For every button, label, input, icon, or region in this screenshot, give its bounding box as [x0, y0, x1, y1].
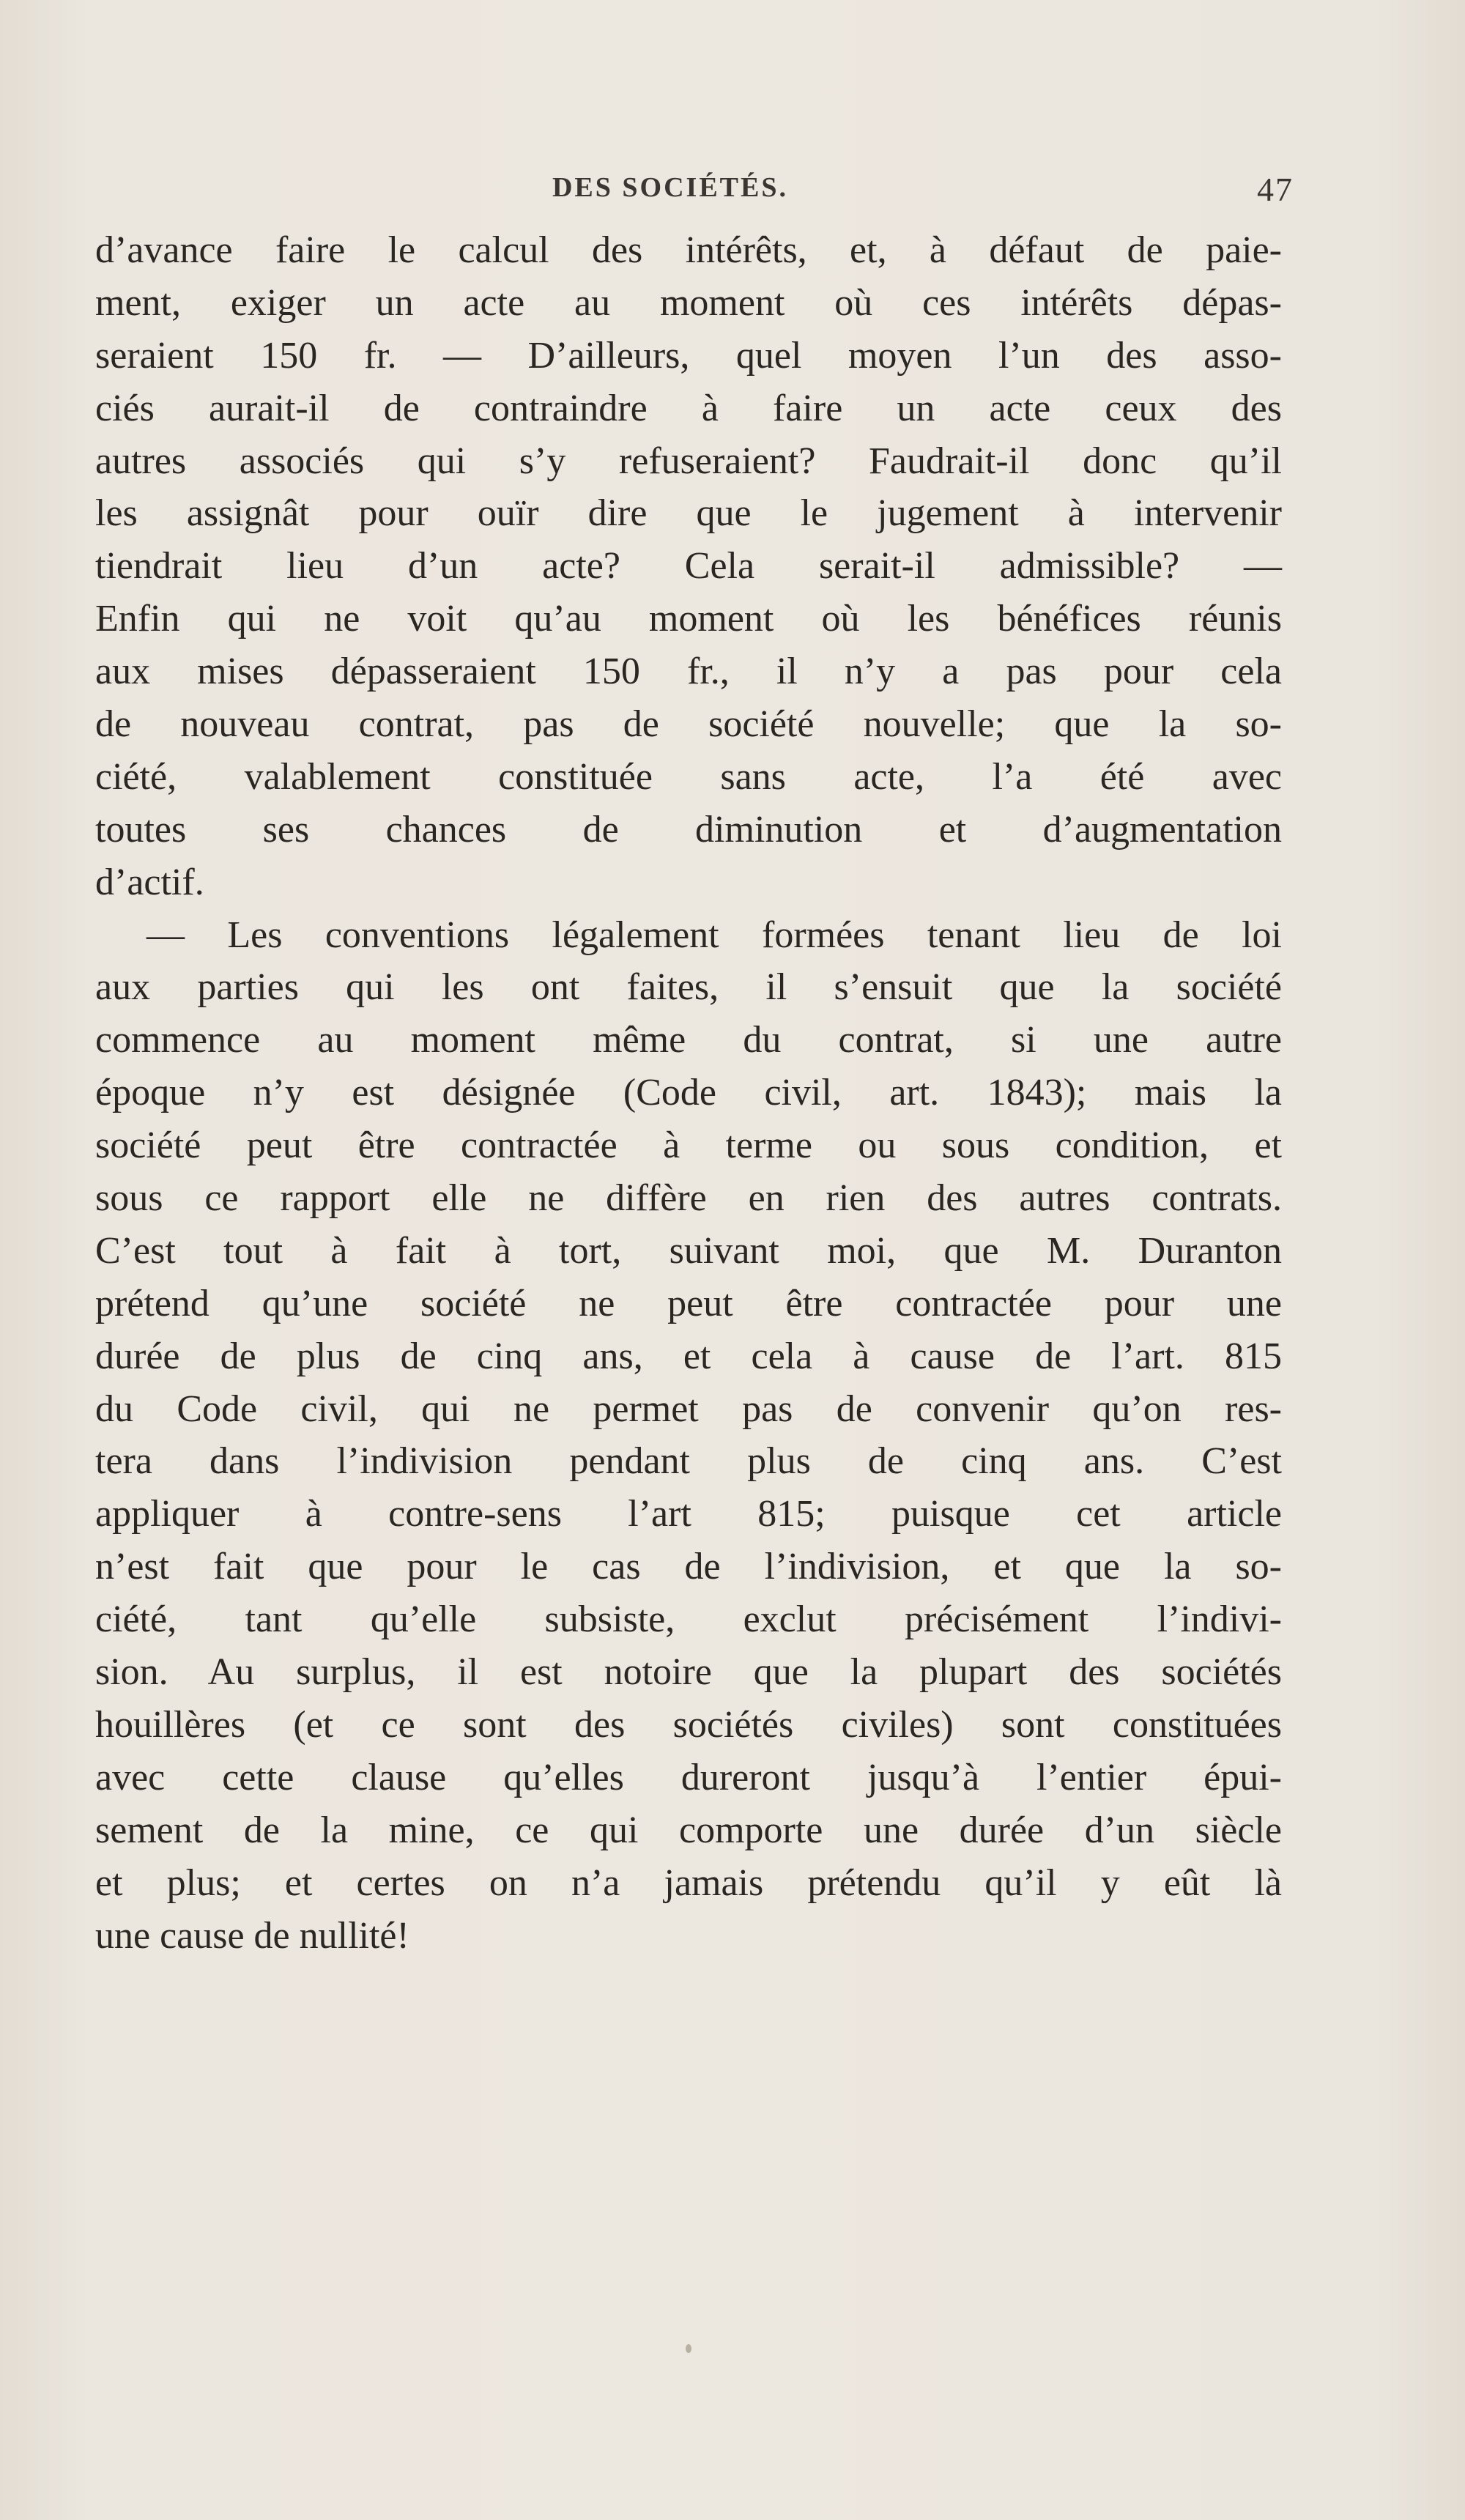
- text-line: commence au moment même du contrat, si une autre: [95, 1019, 1282, 1061]
- text-line: sous ce rapport elle ne diffère en rien des autres contrats.: [95, 1177, 1282, 1220]
- text-line: sion. Au surplus, il est notoire que la plupart des sociétés: [95, 1651, 1282, 1694]
- running-head: [0, 166, 1465, 210]
- paragraph-end-line: une cause de nullité!: [95, 1914, 409, 1957]
- paper-speck: [686, 2344, 691, 2353]
- text-line: les assignât pour ouïr dire que le jugement à intervenir: [95, 492, 1282, 535]
- text-line: aux mises dépasseraient 150 fr., il n’y a pas pour cela: [95, 651, 1282, 693]
- text-line: aux parties qui les ont faites, il s’ensuit que la société: [95, 966, 1282, 1009]
- text-line: prétend qu’une société ne peut être contractée pour une: [95, 1282, 1282, 1324]
- text-line: seraient 150 fr. — D’ailleurs, quel moyen l’un des asso-: [95, 334, 1282, 377]
- text-line: tera dans l’indivision pendant plus de cinq ans. C’est: [95, 1440, 1282, 1483]
- text-line: époque n’y est désignée (Code civil, art. 1843); mais la: [95, 1072, 1282, 1114]
- text-line: d’avance faire le calcul des intérêts, et, à défaut de paie-: [95, 229, 1282, 271]
- body-text: [95, 224, 1282, 1962]
- text-line: de nouveau contrat, pas de société nouvelle; que la so-: [95, 703, 1282, 746]
- text-line: et plus; et certes on n’a jamais prétendu qu’il y eût là: [95, 1861, 1282, 1904]
- text-line: Enfin qui ne voit qu’au moment où les bénéfices réunis: [95, 598, 1282, 640]
- running-title: DES SOCIÉTÉS.: [552, 172, 788, 203]
- text-line: ciété, valablement constituée sans acte, l’a été avec: [95, 755, 1282, 798]
- paragraph-end-line: d’actif.: [95, 861, 204, 903]
- text-line: toutes ses chances de diminution et d’augmentation: [95, 808, 1282, 850]
- text-line: n’est fait que pour le cas de l’indivision, et que la so-: [95, 1546, 1282, 1588]
- text-line: sement de la mine, ce qui comporte une durée d’un siècle: [95, 1809, 1282, 1851]
- text-line: appliquer à contre-sens l’art 815; puisque cet article: [95, 1493, 1282, 1535]
- text-line: société peut être contractée à terme ou sous condition, et: [95, 1124, 1282, 1167]
- text-line: houillères (et ce sont des sociétés civiles) sont constituées: [95, 1703, 1282, 1746]
- text-line: ciés aurait-il de contraindre à faire un acte ceux des: [95, 387, 1282, 429]
- text-line: autres associés qui s’y refuseraient? Faudrait-il donc qu’il: [95, 440, 1282, 482]
- text-line: tiendrait lieu d’un acte? Cela serait-il admissible? —: [95, 545, 1282, 588]
- text-line: avec cette clause qu’elles dureront jusqu’à l’entier épui-: [95, 1756, 1282, 1798]
- text-line: ment, exiger un acte au moment où ces intérêts dépas-: [95, 281, 1282, 324]
- text-line: du Code civil, qui ne permet pas de convenir qu’on res-: [95, 1387, 1282, 1430]
- text-line: ciété, tant qu’elle subsiste, exclut précisément l’indivi-: [95, 1598, 1282, 1641]
- paragraph-start-line: — Les conventions légalement formées tenant lieu de loi: [146, 914, 1282, 956]
- page-number: 47: [1257, 171, 1294, 208]
- text-line: C’est tout à fait à tort, suivant moi, que M. Duranton: [95, 1229, 1282, 1272]
- text-line: durée de plus de cinq ans, et cela à cause de l’art. 815: [95, 1335, 1282, 1377]
